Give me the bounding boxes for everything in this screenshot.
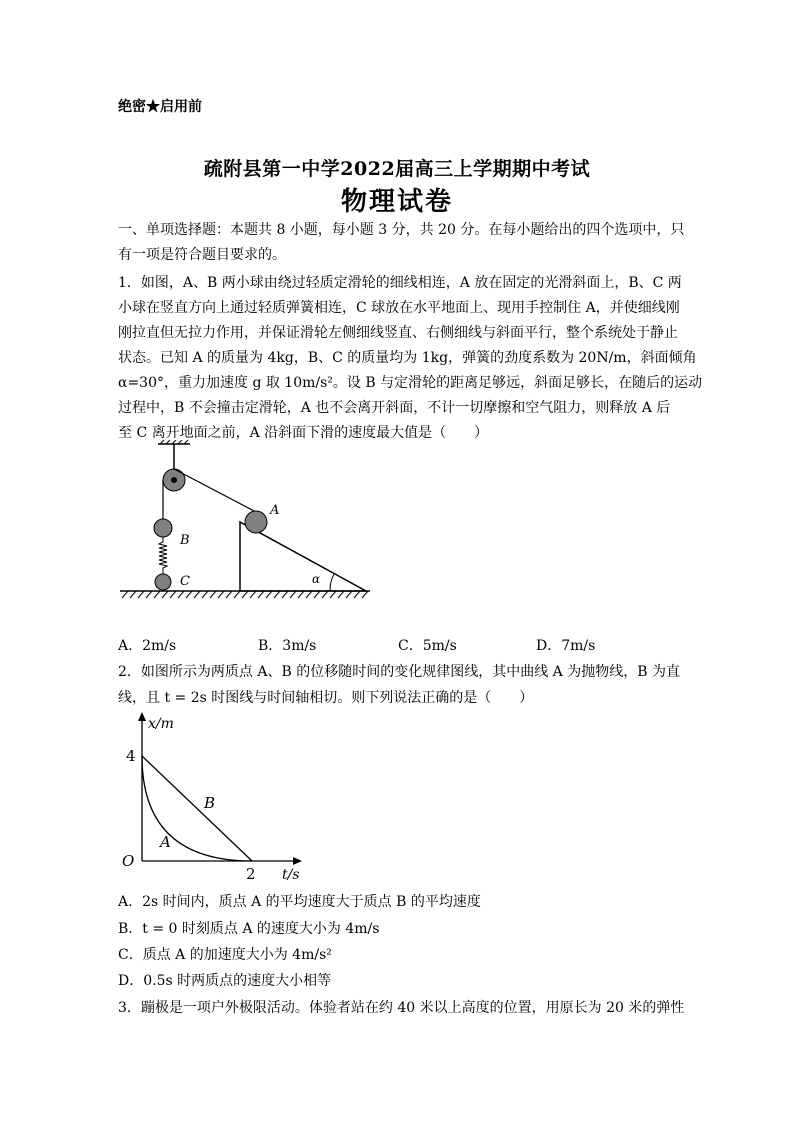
q2-option-a[interactable]: A．2s 时间内，质点 A 的平均速度大于质点 B 的平均速度 [118,894,481,910]
q3-line: 3．蹦极是一项户外极限活动。体验者站在约 40 米以上高度的位置，用原长为 20 米的弹性 [118,1000,685,1016]
q1-line: 1．如图，A、B 两小球由绕过轻质定滑轮的细线相连，A 放在固定的光滑斜面上，B、C 两 [118,275,682,291]
section-instructions-line1: 一、单项选择题：本题共 8 小题，每小题 3 分，共 20 分。在每小题给出的四个选项中，只 [118,222,685,238]
ball-b [154,519,172,537]
section-instructions-line2: 有一项是符合题目要求的。 [118,247,286,263]
ball-c [155,574,171,590]
q2-line: 2．如图所示为两质点 A、B 的位移随时间的变化规律图线，其中曲线 A 为抛物线，B 为直 [118,664,680,680]
q1-line: α=30°，重力加速度 g 取 10m/s²。设 B 与定滑轮的距离足够远，斜面足够长，在随后的运动 [118,375,703,391]
label-c: C [180,574,190,589]
q1-line: 小球在竖直方向上通过轻质弹簧相连，C 球放在水平地面上、现用手控制住 A，并使细线刚 [118,300,680,316]
spring [159,537,167,574]
label-alpha: α [312,572,321,586]
confidential-label: 绝密★启用前 [118,99,202,115]
line-b-label: B [204,794,216,812]
label-a: A [270,503,280,518]
line-b [142,756,252,861]
q1-option-b[interactable]: B．3m/s [258,638,317,654]
x-axis-label: t/s [282,867,300,883]
origin-label: O [122,852,135,870]
q1-line: 状态。已知 A 的质量为 4kg，B、C 的质量均为 1kg，弹簧的劲度系数为 20N/m，斜面倾角 [118,350,697,366]
q1-option-a[interactable]: A．2m/s [118,638,177,654]
y-axis-label: x/m [148,716,174,732]
q2-line: 线，且 t = 2s 时图线与时间轴相切。则下列说法正确的是（ ） [118,690,534,706]
q1-line: 刚拉直但无拉力作用，并保证滑轮左侧细线竖直、右侧细线与斜面平行，整个系统处于静止 [118,325,678,341]
q1-line: 过程中，B 不会撞击定滑轮，A 也不会离开斜面，不计一切摩擦和空气阻力，则释放 A 后 [118,400,671,416]
x-tick-label: 2 [246,865,256,883]
displacement-time-graph [118,706,318,884]
exam-title: 疏附县第一中学2022届高三上学期期中考试 [203,158,591,180]
q1-line: 至 C 离开地面之前，A 沿斜面下滑的速度最大值是（ ） [118,425,489,441]
label-b: B [180,533,190,548]
q2-option-d[interactable]: D．0.5s 时两质点的速度大小相等 [118,973,332,989]
pulley-incline-diagram [118,440,378,610]
q2-option-b[interactable]: B．t = 0 时刻质点 A 的速度大小为 4m/s [118,921,380,937]
y-tick-label: 4 [126,747,136,765]
q1-option-d[interactable]: D．7m/s [536,638,596,654]
curve-a-label: A [160,833,171,851]
ball-a [245,511,267,533]
q1-option-c[interactable]: C．5m/s [398,638,457,654]
exam-subtitle: 物理试卷 [340,187,453,217]
q2-option-c[interactable]: C．质点 A 的加速度大小为 4m/s² [118,947,332,963]
ground-hatch [122,591,368,598]
